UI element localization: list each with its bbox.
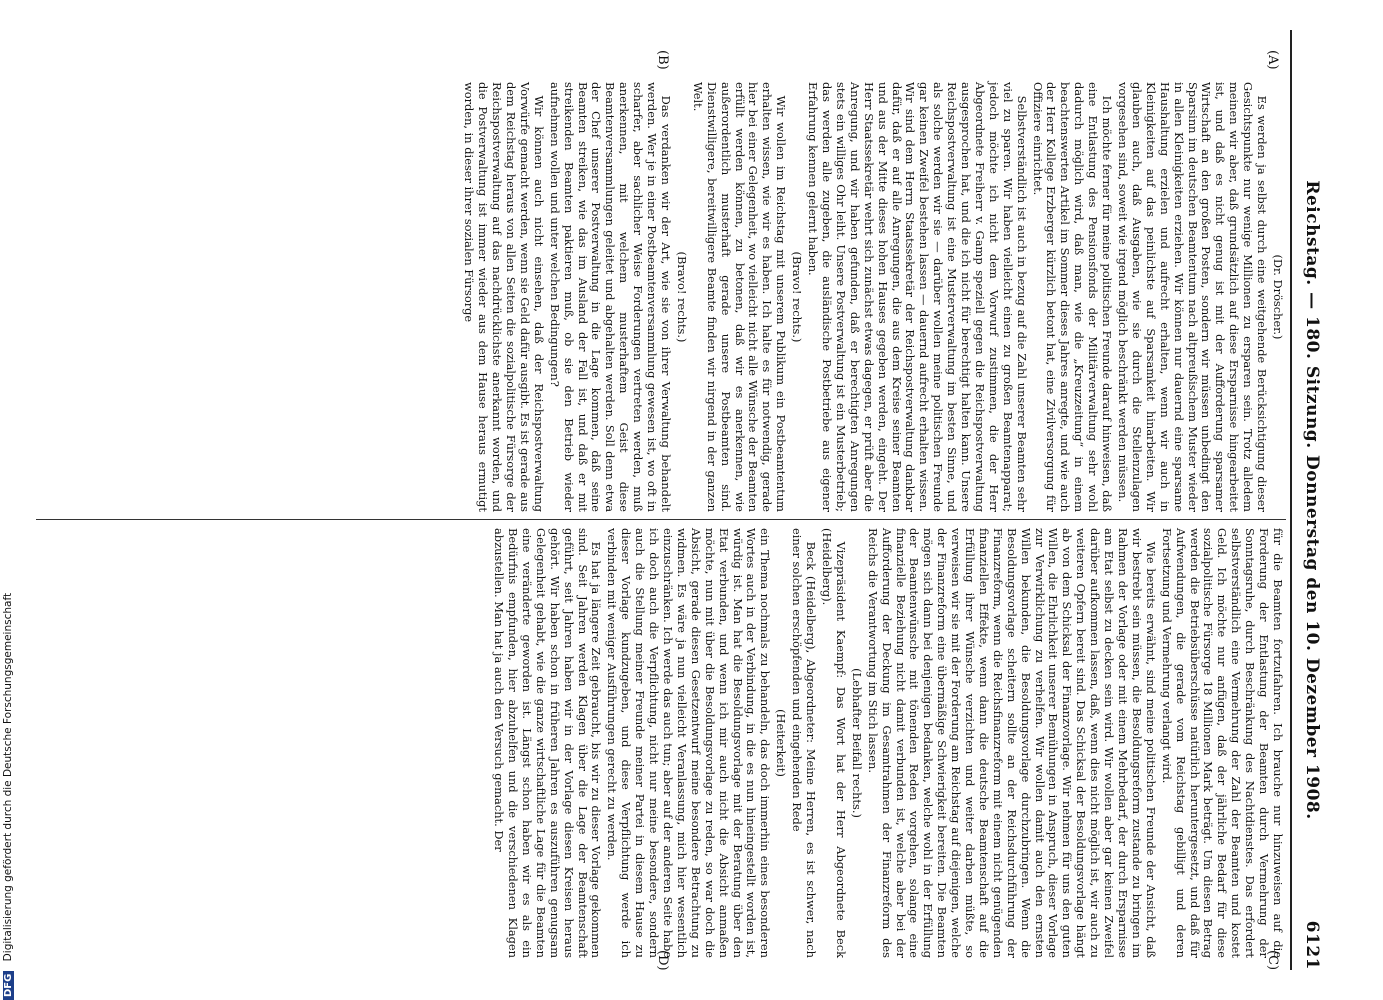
speaker-tag: (Dr. Dröscher.) [1271, 254, 1285, 340]
page-number: 6121 [1302, 920, 1322, 970]
paragraph: Wie bereits erwähnt, sind meine politischen Freunde der Ansicht, daß wir bestrebt sein müssen, die Besoldungsreform zustande zu bringen im Rahmen der Vorlage oder mit einem Mehrbedarf, der durch Ersparnisse am Etat selbst zu decken sein wird. Wir wollen aber gar keinen Zweifel darüber aufkommen lassen, daß, wenn dies nicht möglich ist, wir auch zu weiteren Opfern bereit sind. Das Schicksal der Besoldungsvorlage hängt ab von dem Schicksal der Finanzvorlage. Wir nehmen für uns den guten Willen, die Ehrlichkeit unserer Bemühungen in Anspruch, dieser Vorlage zur Verwirklichung zu verhelfen. Wir wollen damit auch den ernsten Willen bekunden, die Besoldungsvorlage durchzubringen. Wenn die Besoldungsvorlage scheitern sollte an der Reichsdurchführung der Finanzreform, wenn die Reichsfinanzreform mit einem nicht genügenden finanziellen Effekte, wenn dann die deutsche Beamtenschaft auf die Erfüllung ihrer Wünsche verzichten und weiter darben müßte, so verweisen wir sie mit der Forderung am Reichstag auf diejenigen, welche der Finanzreform eine übermäßige Schwierigkeit bereiten. Die Beamten mögen sich dann bei denjenigen bedanken, welche wohl in der Erfüllung der Beamtenwünsche mit tönenden Reden vorgehen, solange eine finanzielle Beziehung nicht damit verbunden ist, welche aber bei der Aufforderung der Deckung im Gesamtrahmen der Finanzreform des Reichs die Verantwortung im Stich lassen. [865, 528, 1158, 958]
paragraph: Vizepräsident Kaempf: Das Wort hat der Herr Abgeordnete Beck (Heidelberg). [820, 528, 848, 958]
margin-marker-b: (B) [655, 50, 670, 70]
margin-marker-a: (A) [1265, 50, 1280, 70]
column-divider [36, 519, 1286, 520]
paragraph: Ich möchte ferner für meine politischen Freunde darauf hinweisen, daß eine Entlastung des Pensionsfonds der Militärverwaltung sehr wohl dadurch möglich wird, daß man, wie die „Kreuzzeitung“ in einem beachtenswerten Artikel im Sommer dieses Jahres anregte, und wie auch der Herr Kollege Erzberger kürzlich betont hat, eine Zivilversorgung für Offiziere einrichtet. [1030, 82, 1115, 512]
margin-marker-c: (C) [1265, 950, 1280, 971]
funding-credit-text: Digitalisierung gefördert durch die Deutsche Forschungsgemeinschaft [2, 592, 14, 962]
paragraph: für die Beamten fortzufahren. Ich brauche nur hinzuweisen auf die Forderung der Entlastung der Beamten durch Vermehrung der Sonntagsruhe, durch Beschränkung des Nachtdienstes. Das erfordert selbstverständlich eine Vermehrung der Zahl der Beamten und kostet Geld. Ich möchte nur anfügen, daß der jährliche Bedarf für diese sozialpolitische Fürsorge 18 Millionen Mark beträgt. Um diesen Betrag werden die Betriebsüberschüsse natürlich heruntergesetzt, und daß für Aufwendungen, die gerade vom Reichstag gebilligt und deren Fortsetzung und Vermehrung verlangt wird. [1159, 528, 1285, 958]
paragraph: Es hat ja längere Zeit gebraucht, bis wir zu dieser Vorlage gekommen sind. Seit Jahren werden Klagen über die Lage der Beamtenschaft geführt, seit Jahren haben wir in der Vorlage diesen Kreisen heraus gehört. Wir haben schon in früheren Jahren es auszuführen genugsam Gelegenheit gehabt, wie die ganze wirtschaftliche Lage für die Beamten eine veränderte geworden ist. Längst schon haben wir es als ein Bedürfnis empfunden, hier abzuhelfen und die verschiedenen Klagen abzustellen. Man hat ja auch den Versuch gemacht. Der [492, 528, 604, 958]
paragraph: Das verdanken wir der Art, wie sie von ihrer Verwaltung behandelt werden. Wer je in einer Postbeamtenversammlung gewesen ist, wo oft in scharfer, aber sachlicher Weise Forderungen vertreten werden, muß anerkennen, mit welchem musterhaftem Geist diese Beamtenversammlungen geleitet und abgehalten werden. Soll denn etwa der Chef unserer Postverwaltung in die Lage kommen, daß seine Beamten streiken, wie das im Ausland der Fall ist, und daß er mit streikenden Beamten paktieren muß, ob sie den Betrieb wieder aufnehmen wollen und unter welchen Bedingungen? [547, 82, 674, 512]
page-header [1296, 30, 1322, 970]
interjection: (Lebhafter Beifall rechts.) [849, 668, 864, 818]
left-column [459, 82, 1284, 512]
funding-credit [2, 0, 16, 1000]
header-title: Reichstag. — 180. Sitzung. Donnerstag den 10. Dezember 1908. [1302, 180, 1322, 820]
paragraph: ein Thema nochmals zu behandeln, das doch immerhin eines besonderen Wortes auch in der Verbindung, in die es nun hineingestellt worden ist, würdig ist. Man hat die Besoldungsvorlage mit der Beratung über den Etat verbunden, und wenn ich mir auch nicht die Absicht anmaßen möchte, nun mit über die Besoldungsvorlage zu reden, so war doch die Absicht, gerade diesen Gesetzentwurf meine besondere Betrachtung zu widmen. Es wäre ja nun vielleicht Veranlassung, mich hier wesentlich einzuschränken. Ich werde das auch tun; aber auf der anderen Seite habe ich doch auch die Verpflichtung, nicht nur meine besondere, sondern auch die Stellung meiner Freunde meiner Partei in diesem Hause zu dieser Vorlage kundzugeben, und diese Verpflichtung werde ich verbinden mit weniger Ausführungen gerecht zu werden. [605, 528, 773, 958]
paragraph: Wir wollen im Reichstag mit unserem Publikum ein Postbeamtentum erhalten wissen, wie wir es haben. Ich halte es für notwendig, gerade hier bei einer Gelegenheit, wo vielleicht nicht alle Wünsche der Beamten erfüllt werden können, zu betonen, daß wir es anerkennen, wie außerordentlich musterhaft gerade unsere Postbeamten sind. Dienstwilligere, bereitwilligere Beamte finden wir nirgend in der ganzen Welt. [690, 82, 789, 512]
paragraph: Beck (Heidelberg), Abgeordneter: Meine Herren, es ist schwer, nach einer solchen erschöpfenden und eingehenden Rede [790, 528, 819, 958]
right-column [489, 528, 1284, 958]
margin-marker-d: (D) [655, 950, 670, 971]
paragraph: Wir können auch nicht einsehen, daß der Reichspostverwaltung Vorwürfe gemacht werden, wenn sie Geld dafür ausgibt. Es ist gerade aus dem Reichstag heraus von allen Seiten die sozialpolitische Fürsorge der Reichspostverwaltung auf das nachdrücklichste anerkannt worden, und die Postverwaltung ist immer wieder aus dem Hause heraus ermutigt worden, in dieser ihrer sozialen Fürsorge [462, 82, 546, 512]
paragraph: Es werden ja selbst durch eine weitgehende Berücksichtigung dieser Gesichtspunkte nur wenige Millionen zu ersparen sein. Trotz alledem meinen wir aber, daß grundsätzlich auf diese Ersparnisse hingearbeitet ist, und daß es nicht genug ist mit der Aufforderung sparsamer Wirtschaft an den großen Posten, sondern wir müssen unbedingt den Sparsinn im deutschen Beamtentum nach altpreußischem Muster wieder in allen Kleinigkeiten erziehen. Wir können nur dauernd eine sparsame Haushaltung erzielen und aufrecht erhalten, wenn wir auch in Kleinigkeiten auf das peinlichste auf Sparsamkeit hinarbeiten. Wir glauben auch, daß Ausgaben, wie sie durch die Stellenzulagen vorgesehen sind, soweit wie irgend möglich beschränkt werden müssen. [1116, 82, 1270, 512]
dfg-logo: DFG [3, 971, 14, 1000]
interjection: (Bravo! rechts.) [674, 251, 689, 343]
interjection: (Heiterkeit) [774, 709, 789, 777]
paragraph: Selbstverständlich ist auch in bezug auf die Zahl unserer Beamten sehr viel zu sparen. Wir haben vielleicht einen zu großen Beamtenapparat; jedoch möchte ich nicht dem Vorwurf zustimmen, die der Herr Abgeordnete Freiherr v. Gamp speziell gegen die Reichspostverwaltung ausgesprochen hat, und die ich nicht für berechtigt halten kann. Unsere Reichspostverwaltung ist eine Musterverwaltung im besten Sinne, und als solche werden wir sie — darüber wollen meine politischen Freunde gar keinen Zweifel bestehen lassen — dauernd aufrecht erhalten wissen. Wir sind dem Herrn Staatssekretär der Reichspostverwaltung dankbar dafür, daß er auf alle Anregungen, die aus dem Kreise seiner Beamten und aus der Mitte dieses hohen Hauses gegeben werden, eingeht. Der Herr Staatssekretär wehrt sich zunächst etwas dagegen, er prüft aber die Anregung, und wir haben gefunden, daß er berechtigten Anregungen stets ein williges Ohr leiht. Unsere Postverwaltung ist ein Musterbetrieb; das werden alle zugeben, die ausländische Postbetriebe aus eigener Erfahrung kennen gelernt haben. [806, 82, 1029, 512]
rotated-page [10, 0, 1330, 1000]
interjection: (Bravo! rechts.) [790, 251, 805, 343]
header-rule [1290, 30, 1292, 970]
